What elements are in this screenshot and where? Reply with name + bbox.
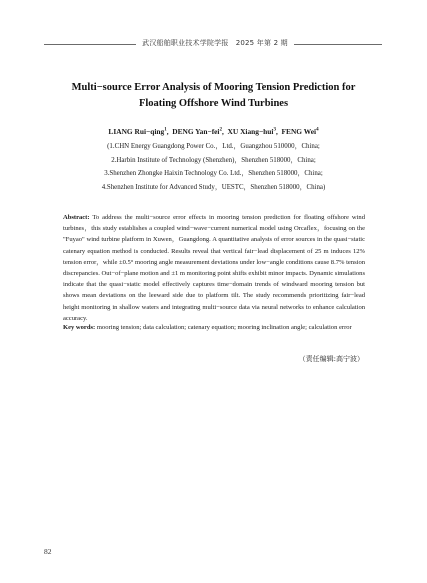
author-name: LIANG Rui−qing (108, 127, 165, 136)
page-number: 82 (44, 547, 52, 556)
affiliation-list (40, 140, 387, 194)
paper-title (40, 80, 387, 112)
author-name: DENG Yan−fei (172, 127, 220, 136)
affiliation-line: (1.CHN Energy Guangdong Power Co.，Ltd.，Guangzhou 510000，China; (107, 143, 320, 150)
affiliation-line: 4.Shenzhen Institute for Advanced Study，UESTC，Shenzhen 518000，China) (101, 183, 326, 191)
author-affiliation-mark: 2 (219, 127, 222, 133)
keywords-text: mooring tension; data calculation; catenary equation; mooring inclination angle; calculation error (96, 324, 352, 331)
affiliation-line: 3.Shenzhen Zhongke Haixin Technology Co. Ltd.，Shenzhen 518000，China; (104, 170, 323, 178)
author-affiliation-mark: 3 (273, 127, 276, 133)
editor-note: （责任编辑:高宁波） (298, 355, 364, 363)
abstract-text: To address the multi−source error effects in mooring tension prediction for floating offshore wind turbines，this study establishes a coupled wind−wave−current numerical model using Orcaflex，focusing on the "Fuyao" wind turbine platform in Xuwen，Guangdong. A quantitative analysis of error sources in the quasi−static catenary equation method is conducted. Results reveal that vertical fair−lead displacement of 25 m induces 12% tension error，while ±0.5° mooring angle measurement deviations under low−angle conditions cause 8.7% tension discrepancies. Out−of−plane motion and ±1 m monitoring point shifts exhibit minor impacts. Dynamic simulations indicate that the quasi−static model effectively captures time−domain trends of windward mooring tension but shows mean deviations on the leeward side due to platform tilt. The study recommends prioritizing fair−lead height monitoring in shallow waters and integrating multi−source data via neural networks to enhance calculation accuracy. (63, 214, 365, 322)
header-rule-right (294, 44, 382, 45)
keywords-label: Key words: (63, 324, 96, 331)
author-affiliation-mark: 4 (316, 127, 319, 133)
author-affiliation-mark: 1 (164, 127, 167, 133)
abstract-label: Abstract: (63, 214, 90, 221)
abstract (63, 212, 365, 324)
keywords (63, 322, 365, 333)
affiliation-line: 2.Harbin Institute of Technology (Shenzhen)，Shenzhen 518000，China; (111, 156, 316, 164)
author-name: FENG Wei (281, 127, 317, 136)
running-head: 武汉船舶职业技术学院学报 2025 年第 2 期 (142, 39, 288, 47)
author-name: XU Xiang−hui (227, 127, 274, 136)
paper-title-line-2: Floating Offshore Wind Turbines (138, 98, 289, 109)
author-list: LIANG Rui−qing$^1$, DENG Yan−fei$^2$, XU Xiang−hui$^3$, FENG Wei$^4$ (108, 127, 319, 136)
header-rule-left (44, 44, 136, 45)
paper-title-line-1: Multi−source Error Analysis of Mooring Tension Prediction for (71, 82, 356, 93)
